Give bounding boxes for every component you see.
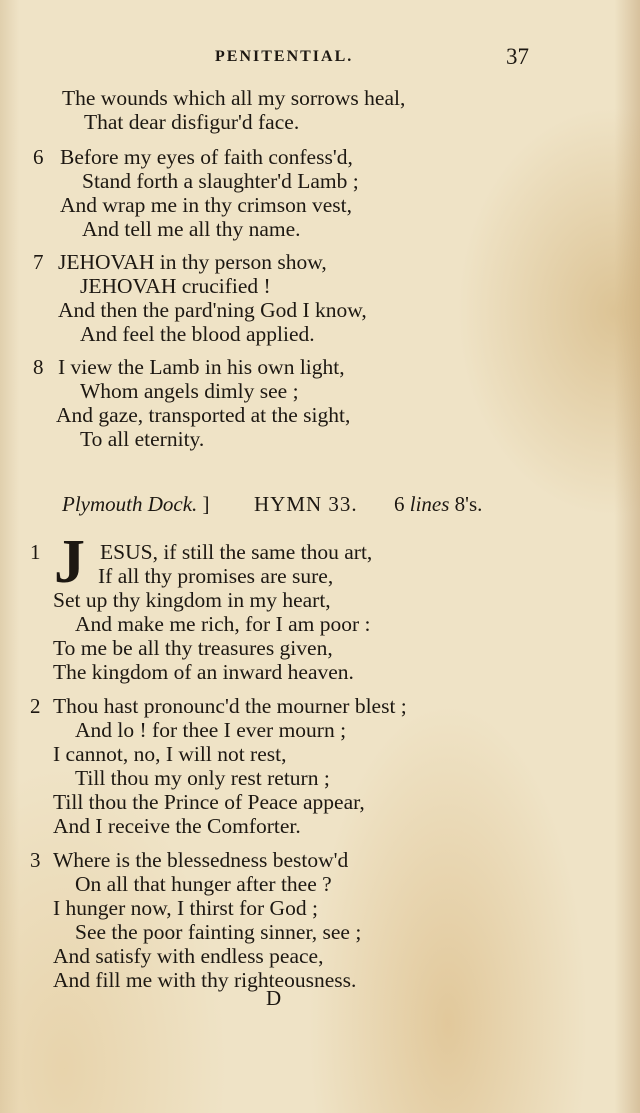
verse-line: Before my eyes of faith confess'd, bbox=[60, 145, 353, 169]
verse-line: And I receive the Comforter. bbox=[53, 814, 301, 838]
verse-line: To all eternity. bbox=[80, 427, 205, 451]
verse-number: 1 bbox=[30, 540, 41, 564]
verse-number: 2 bbox=[30, 694, 41, 718]
verse-line: JEHOVAH crucified ! bbox=[80, 274, 271, 298]
meter-lines: lines bbox=[409, 492, 450, 516]
verse-number: 3 bbox=[30, 848, 41, 872]
verse-line: JEHOVAH in thy person show, bbox=[58, 250, 327, 274]
verse-line: I view the Lamb in his own light, bbox=[58, 355, 345, 379]
verse-line: The kingdom of an inward heaven. bbox=[53, 660, 354, 684]
running-header: PENITENTIAL. bbox=[215, 48, 354, 65]
verse-line: Where is the blessedness bestow'd bbox=[53, 848, 349, 872]
verse-number: 8 bbox=[33, 355, 44, 379]
page-number: 37 bbox=[506, 44, 529, 69]
verse-line: And make me rich, for I am poor : bbox=[75, 612, 371, 636]
hymn-meter bbox=[394, 492, 482, 517]
drop-cap: J bbox=[54, 528, 85, 596]
verse-line: Thou hast pronounc'd the mourner blest ; bbox=[53, 694, 407, 718]
verse-line: And tell me all thy name. bbox=[82, 217, 301, 241]
verse-line: To me be all thy treasures given, bbox=[53, 636, 333, 660]
verse-line: And feel the blood applied. bbox=[80, 322, 315, 346]
meter-count: 6 bbox=[394, 492, 405, 516]
hymn-heading bbox=[62, 492, 483, 517]
verse-line: Stand forth a slaughter'd Lamb ; bbox=[82, 169, 359, 193]
verse-line: ESUS, if still the same thou art, bbox=[100, 540, 373, 564]
verse-line: The wounds which all my sorrows heal, bbox=[62, 86, 406, 110]
verse-line: And fill me with thy righteousness. bbox=[53, 968, 357, 992]
signature-mark: D bbox=[266, 986, 282, 1010]
verse-line: And wrap me in thy crimson vest, bbox=[60, 193, 352, 217]
verse-line: See the poor fainting sinner, see ; bbox=[75, 920, 362, 944]
verse-line: And then the pard'ning God I know, bbox=[58, 298, 367, 322]
verse-line: If all thy promises are sure, bbox=[98, 564, 334, 588]
verse-line: I hunger now, I thirst for God ; bbox=[53, 896, 318, 920]
hymn-title: HYMN 33. bbox=[254, 492, 358, 516]
verse-number: 7 bbox=[33, 250, 44, 274]
verse-line: Whom angels dimly see ; bbox=[80, 379, 299, 403]
tune-bracket: ] bbox=[202, 492, 210, 516]
verse-line: And lo ! for thee I ever mourn ; bbox=[75, 718, 347, 742]
meter-suffix: 8's. bbox=[454, 492, 483, 516]
verse-line: On all that hunger after thee ? bbox=[75, 872, 332, 896]
verse-line: I cannot, no, I will not rest, bbox=[53, 742, 287, 766]
verse-line: And gaze, transported at the sight, bbox=[56, 403, 351, 427]
verse-line: Set up thy kingdom in my heart, bbox=[53, 588, 331, 612]
verse-number: 6 bbox=[33, 145, 44, 169]
verse-line: And satisfy with endless peace, bbox=[53, 944, 324, 968]
verse-line: Till thou the Prince of Peace appear, bbox=[53, 790, 365, 814]
tune-name: Plymouth Dock. bbox=[62, 492, 198, 516]
verse-line: Till thou my only rest return ; bbox=[75, 766, 330, 790]
verse-line: That dear disfigur'd face. bbox=[84, 110, 300, 134]
